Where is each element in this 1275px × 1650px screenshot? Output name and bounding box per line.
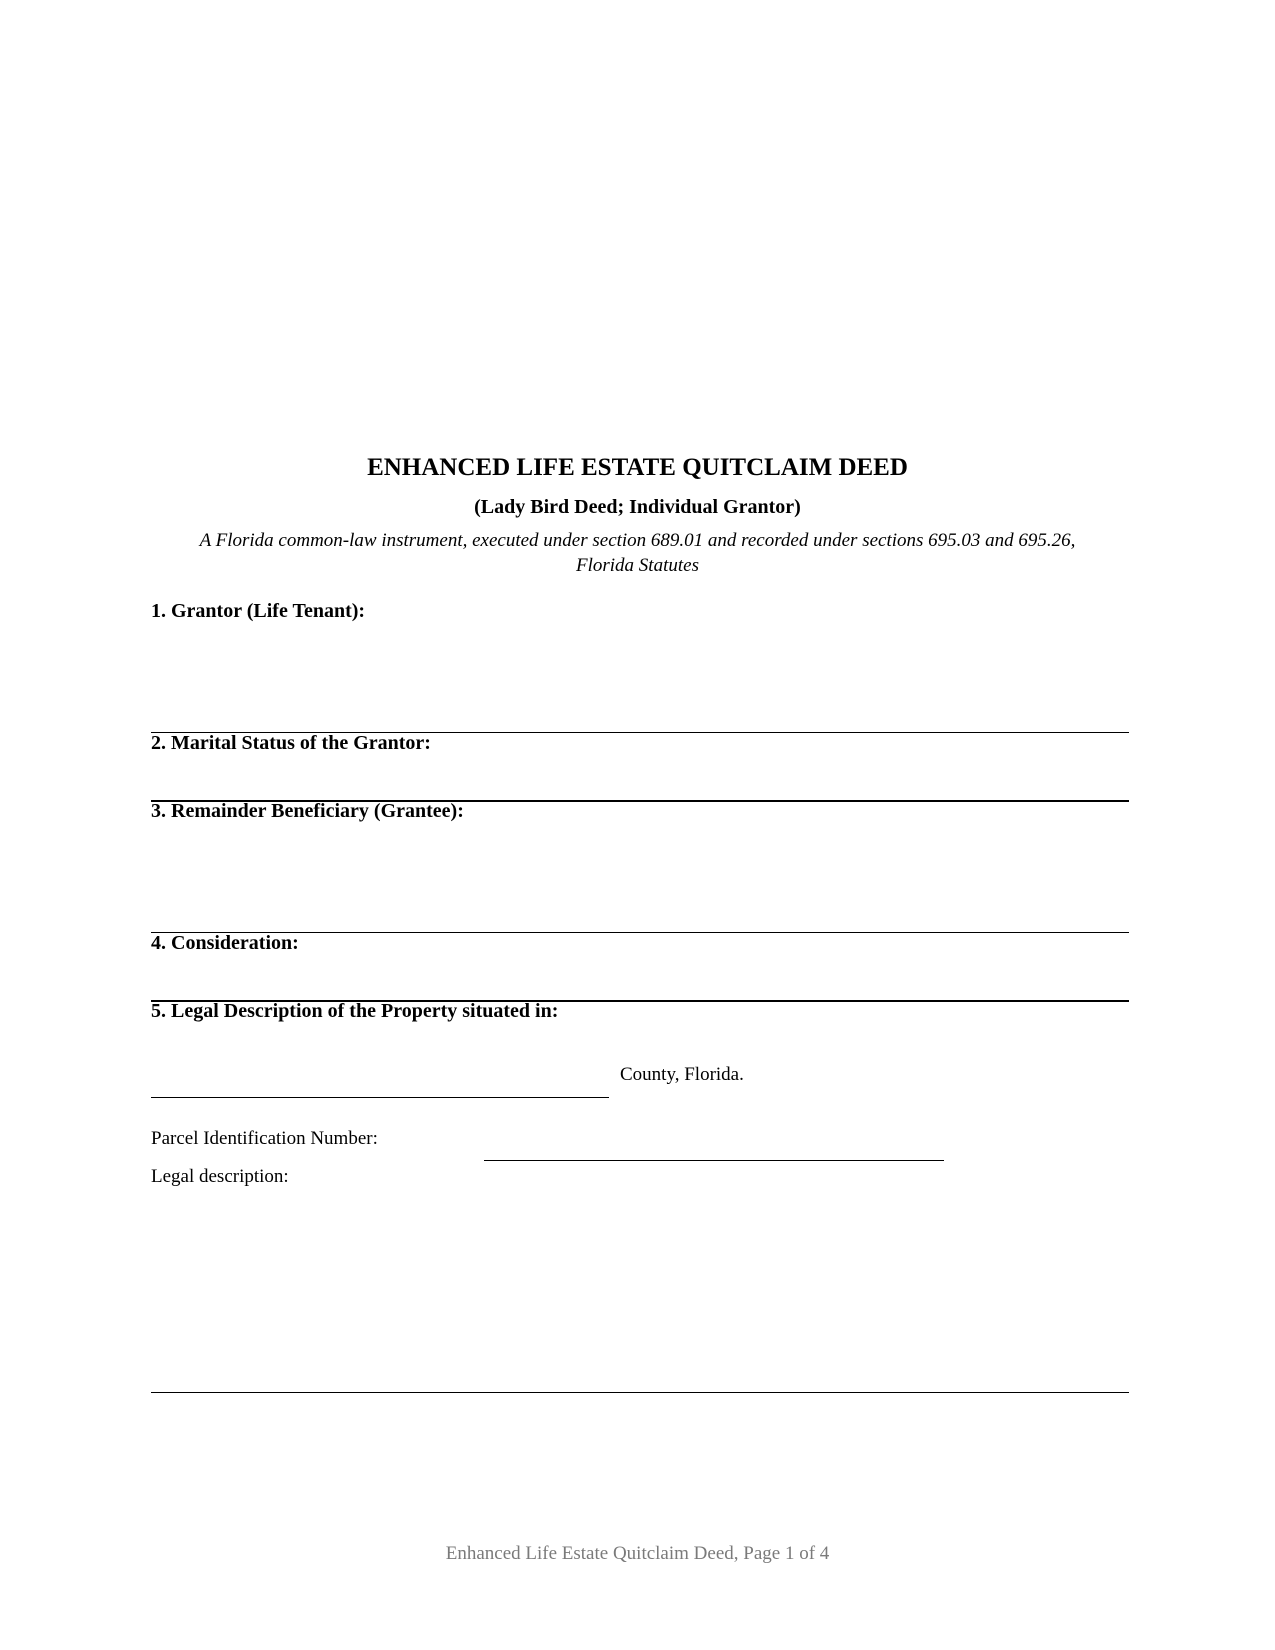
legal-description-label: Legal description: [151,1166,289,1187]
section-legal-description-label: 5. Legal Description of the Property situated in: [151,1000,559,1022]
page-footer: Enhanced Life Estate Quitclaim Deed, Page 1 of 4 [445,1543,830,1564]
county-field-line[interactable] [151,1097,609,1098]
intro-line-2: Florida Statutes [576,555,699,576]
legal-description-field-line[interactable] [151,1392,1129,1393]
document-title: ENHANCED LIFE ESTATE QUITCLAIM DEED [367,454,908,481]
section-marital-status-label: 2. Marital Status of the Grantor: [151,732,431,754]
intro-line-1: A Florida common-law instrument, executed under section 689.01 and recorded under sections 695.03 and 695.26, [199,530,1076,551]
section-grantor-label: 1. Grantor (Life Tenant): [151,600,366,622]
parcel-id-label: Parcel Identification Number: [151,1128,378,1149]
document-subtitle: (Lady Bird Deed; Individual Grantor) [474,496,801,518]
parcel-id-field-line[interactable] [484,1160,944,1161]
county-suffix: County, Florida. [620,1064,744,1085]
section-consideration-label: 4. Consideration: [151,932,299,954]
section-grantee-label: 3. Remainder Beneficiary (Grantee): [151,800,464,822]
document-intro [0,528,1275,578]
